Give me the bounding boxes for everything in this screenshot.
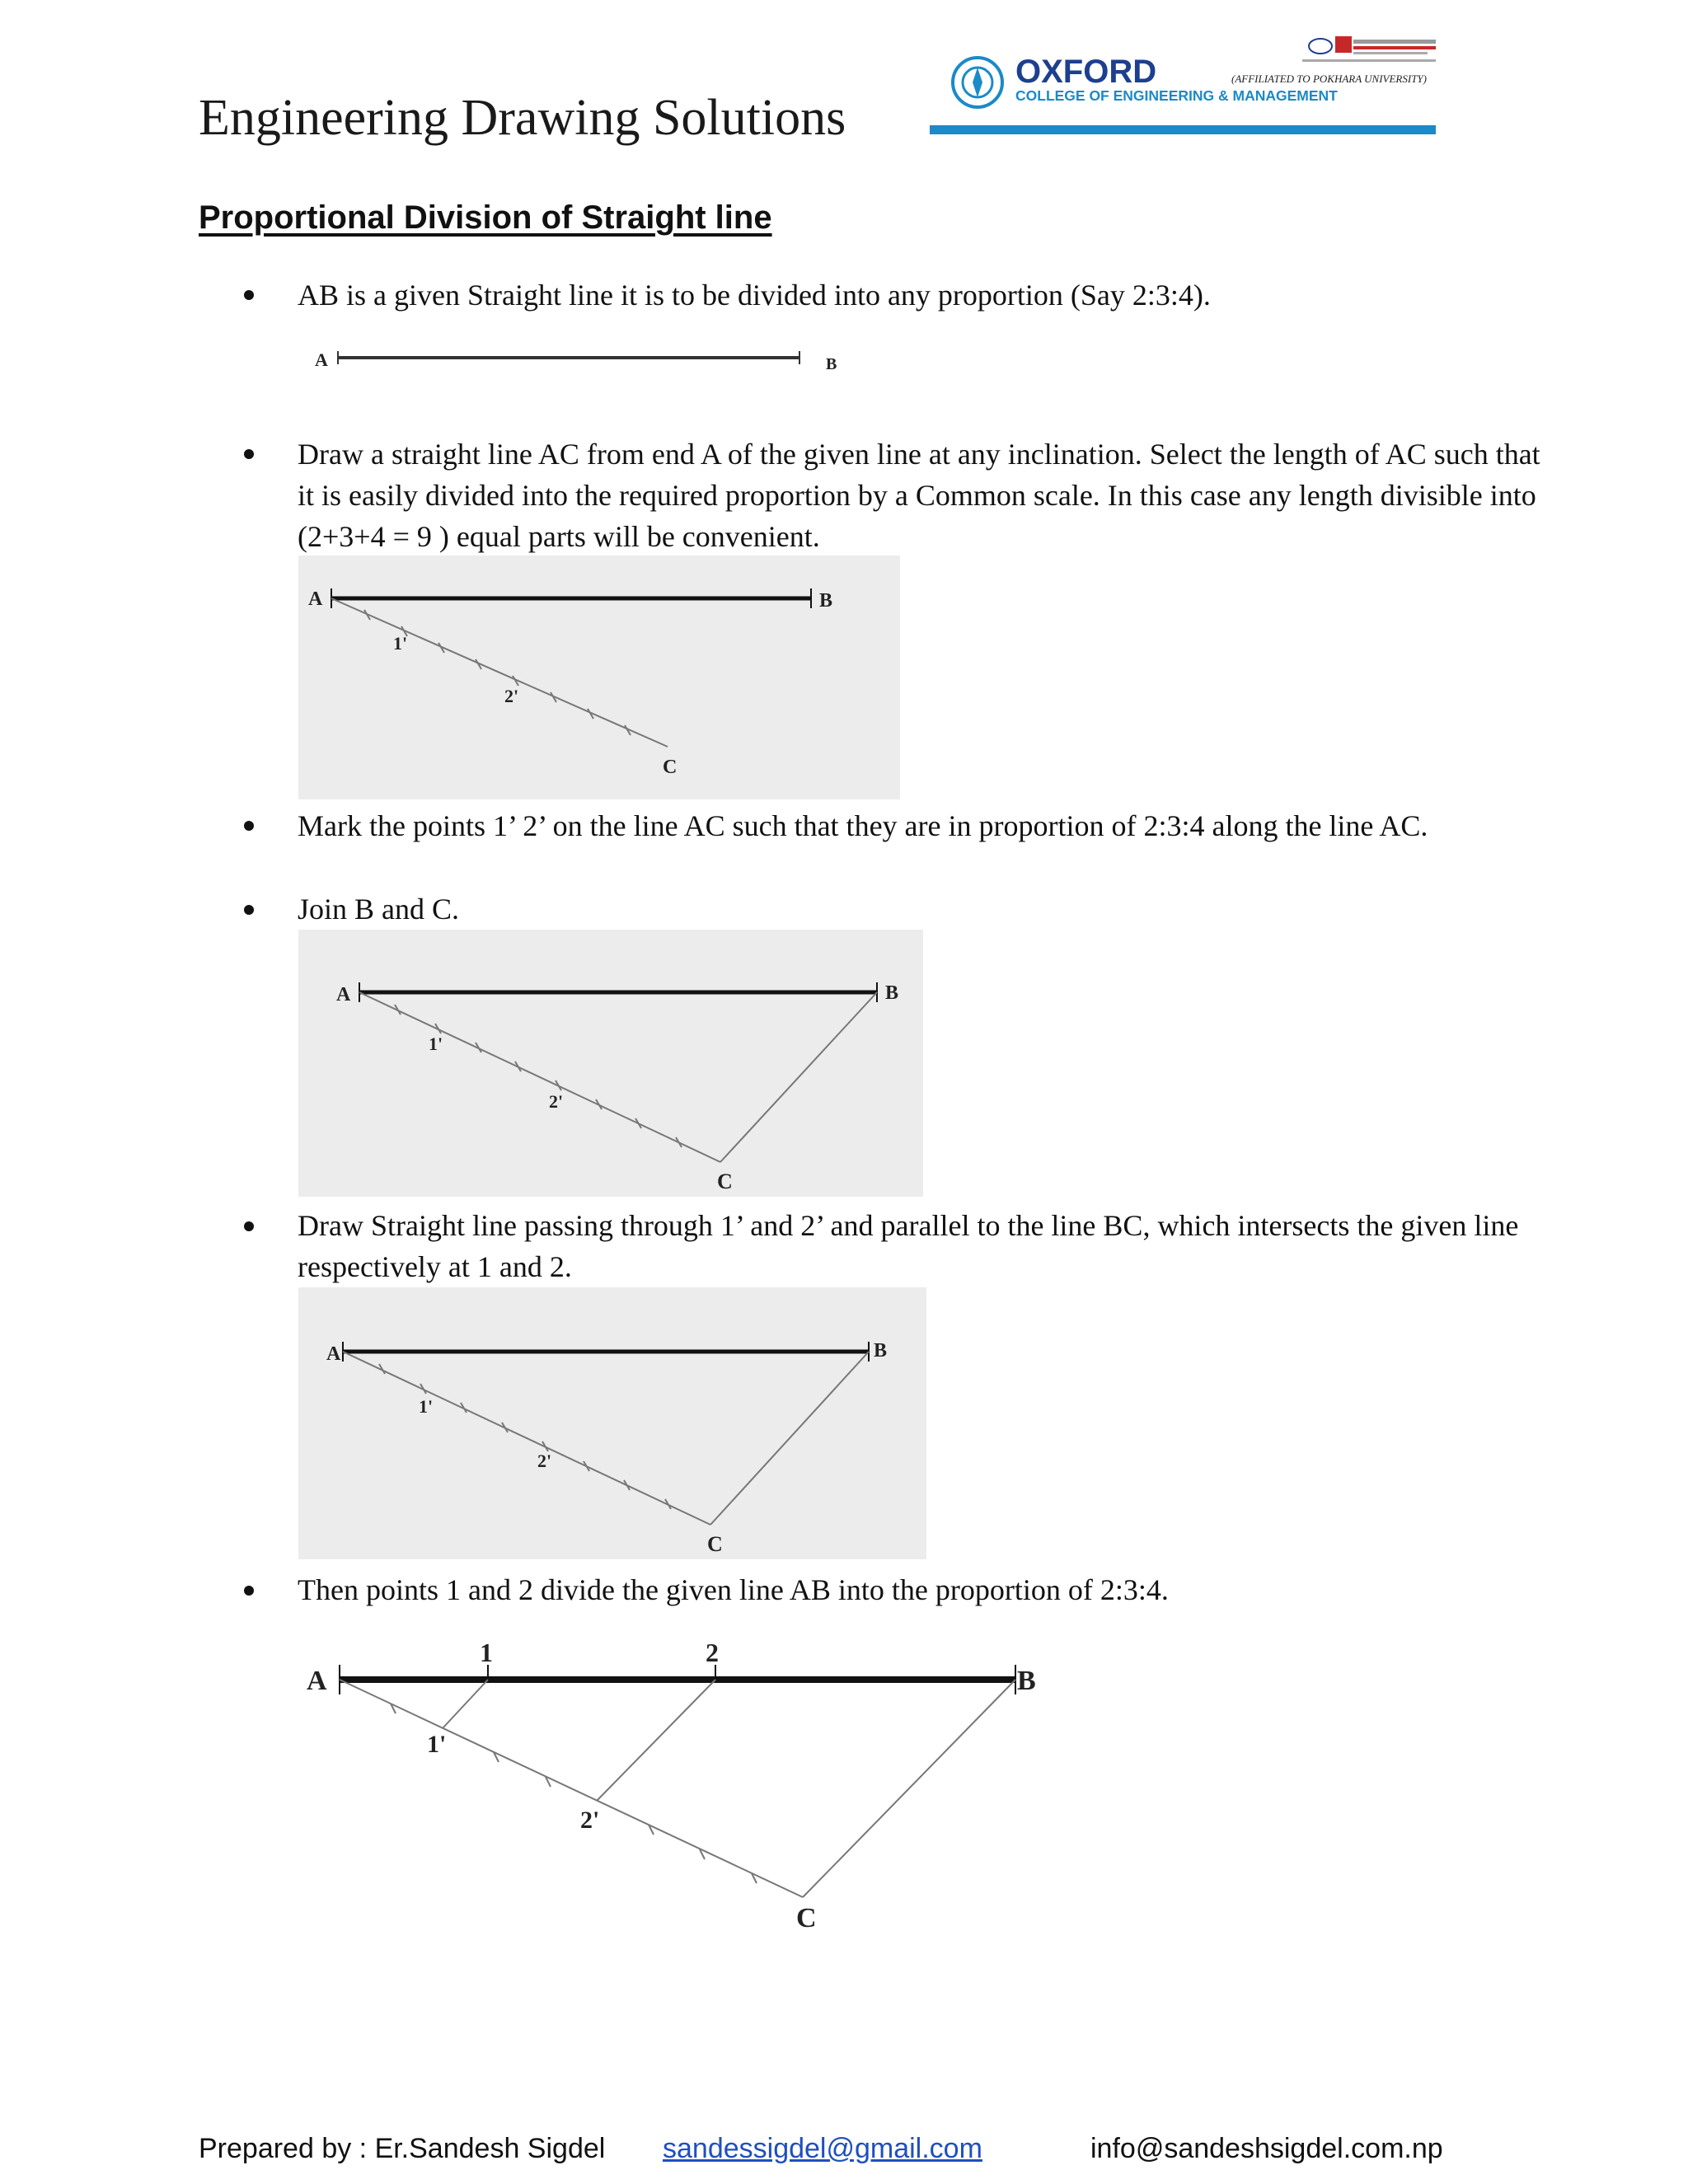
document-title: Engineering Drawing Solutions: [199, 90, 846, 146]
label-1: 1: [480, 1638, 493, 1667]
header-rule: [930, 125, 1436, 134]
label-c: C: [707, 1532, 723, 1556]
label-b: B: [1017, 1666, 1036, 1696]
college-logo: [930, 31, 1441, 138]
label-c: C: [663, 757, 678, 778]
figure-parallel-lines: [298, 1287, 926, 1559]
bullet-icon: [244, 1586, 254, 1596]
label-c: C: [717, 1169, 733, 1193]
label-b: B: [819, 590, 833, 612]
step-text: Then points 1 and 2 divide the given line AB into the proportion of 2:3:4.: [298, 1573, 1169, 1606]
step-text: Draw Straight line passing through 1’ and 2’ and parallel to the line BC, which intersects the given line respectively at 1 and 2.: [298, 1209, 1519, 1283]
footer-contact-email: info@sandeshsigdel.com.np: [1090, 2133, 1443, 2164]
label-a: A: [315, 349, 328, 370]
step-text: Draw a straight line AC from end A of the given line at any inclination. Select the length of AC such that it is easily divided into the required proportion by a Common scale. In this case any length divisible into (2+3+4 = 9 ) equal parts will be convenient.: [298, 438, 1540, 553]
section-heading: Proportional Division of Straight line: [199, 199, 772, 236]
bullet-icon: [244, 1221, 254, 1231]
label-b: B: [885, 982, 899, 1004]
step-text: Mark the points 1’ 2’ on the line AC such that they are in proportion of 2:3:4 along the line AC.: [298, 809, 1428, 842]
step-text: AB is a given Straight line it is to be divided into any proportion (Say 2:3:4).: [298, 279, 1211, 312]
bullet-icon: [244, 290, 254, 300]
label-b: B: [826, 355, 837, 373]
label-1-prime: 1': [419, 1396, 434, 1417]
label-2: 2: [706, 1638, 719, 1667]
figure-given-line: [305, 340, 849, 377]
footer-author: Prepared by : Er.Sandesh Sigdel: [199, 2133, 606, 2164]
label-b: B: [874, 1340, 888, 1361]
step-text: Join B and C.: [298, 893, 460, 926]
label-c: C: [796, 1903, 817, 1933]
certification-badge-icon: [1302, 36, 1436, 62]
label-a: A: [336, 984, 351, 1005]
label-a: A: [326, 1343, 341, 1365]
label-2-prime: 2': [549, 1091, 564, 1112]
bullet-icon: [244, 821, 254, 831]
college-emblem-icon: [953, 58, 1002, 107]
label-2-prime: 2': [504, 686, 519, 706]
label-a: A: [307, 1666, 327, 1696]
label-1-prime: 1': [429, 1033, 443, 1054]
label-2-prime: 2': [537, 1451, 552, 1471]
label-1-prime: 1': [393, 633, 408, 654]
logo-affiliation: (AFFILIATED TO POKHARA UNIVERSITY): [1231, 73, 1427, 85]
label-a: A: [308, 588, 323, 610]
label-2-prime: 2': [580, 1807, 600, 1834]
label-1-prime: 1': [427, 1731, 447, 1758]
footer-email-link[interactable]: sandessigdel@gmail.com: [663, 2133, 982, 2164]
bullet-icon: [244, 905, 254, 915]
figure-final-division: [298, 1629, 1123, 1942]
bullet-icon: [244, 449, 254, 459]
figure-line-ac: [298, 555, 900, 799]
figure-join-bc: [298, 930, 923, 1197]
logo-name: OXFORD: [1015, 54, 1157, 90]
logo-subtitle: COLLEGE OF ENGINEERING & MANAGEMENT: [1015, 87, 1338, 104]
